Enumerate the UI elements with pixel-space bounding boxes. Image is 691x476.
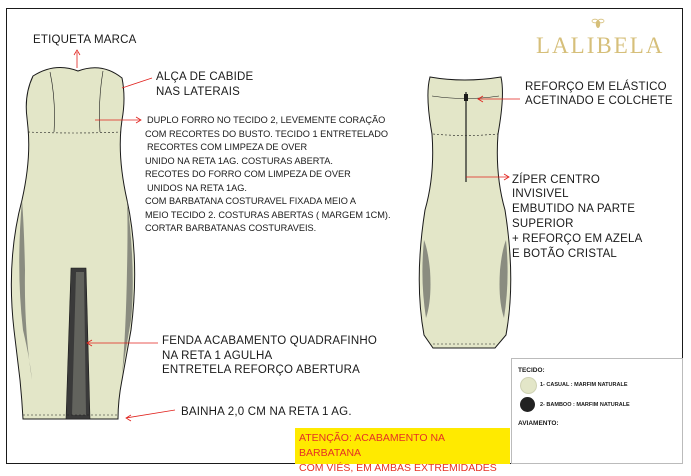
warning-line1: ATENÇÃO: ACABAMENTO NA BARBATANA — [299, 432, 445, 459]
fabric-swatch-bamboo — [520, 397, 535, 412]
note-line: COM BARBATANA COSTURAVEL FIXADA MEIO A — [145, 196, 357, 206]
note-line: COM RECORTES DO BUSTO. TECIDO 1 ENTRETELADO — [145, 128, 388, 139]
warning-line2: COM VIÉS, EM AMBAS EXTREMIDADES — [299, 462, 497, 474]
strap-annotation-line2: NAS LATERAIS — [156, 86, 240, 98]
note-line: DUPLO FORRO NO TECIDO 2, LEVEMENTE CORAÇÃO — [147, 115, 386, 125]
fabric-label-bamboo: 2- BAMBOO : MARFIM NATURALE — [540, 402, 630, 408]
zipper-annotation-line: E BOTÃO CRISTAL — [512, 248, 618, 260]
arrow-hem — [126, 410, 175, 418]
fabric-label-casual: 1- CASUAL : MARFIM NATURALE — [540, 382, 628, 388]
label-annotation: ETIQUETA MARCA — [33, 34, 137, 46]
strap-annotation-line1: ALÇA DE CABIDE — [156, 71, 254, 83]
elastic-annotation-line1: REFORÇO EM ELÁSTICO — [525, 81, 667, 93]
zipper-annotation-line: INVISIVEL — [512, 188, 569, 200]
fabric-legend — [511, 358, 683, 464]
note-line: UNIDOS NA RETA 1AG. — [147, 182, 247, 193]
note-line: RECOTES DO FORRO COM LIMPEZA DE OVER — [145, 169, 351, 179]
warning-box — [295, 428, 510, 474]
arrowhead-hem — [126, 415, 131, 421]
zipper-annotation-line: SUPERIOR — [512, 218, 574, 230]
elastic-annotation-line2: ACETINADO E COLCHETE — [525, 95, 673, 107]
back-dress-drawing — [419, 77, 511, 348]
zipper-annotation-line: EMBUTIDO NA PARTE — [512, 203, 636, 215]
zipper-annotation-line: ZÍPER CENTRO — [512, 174, 601, 186]
hem-annotation: BAINHA 2,0 CM NA RETA 1 AG. — [181, 406, 352, 418]
brand-name: LALIBELA — [536, 33, 665, 58]
slit-annotation-line1: FENDA ACABAMENTO QUADRAFINHO — [162, 335, 377, 347]
fabric-swatch-casual — [520, 377, 537, 394]
note-line: RECORTES COM LIMPEZA DE OVER — [147, 142, 308, 152]
slit-annotation-line2: NA RETA 1 AGULHA — [162, 350, 273, 362]
zipper-annotation-line: + REFORÇO EM AZELA — [512, 233, 643, 245]
slit-annotation-line3: ENTRETELA REFORÇO ABERTURA — [162, 364, 360, 376]
bee-icon — [591, 16, 605, 30]
note-line: UNIDO NA RETA 1AG. COSTURAS ABERTA. — [145, 155, 333, 166]
trim-label: AVIAMENTO: — [518, 420, 559, 427]
note-line: MEIO TECIDO 2. COSTURAS ABERTAS ( MARGEM 1CM). — [145, 209, 391, 220]
legend-title: TECIDO: — [518, 367, 545, 374]
note-line: CORTAR BARBATANAS COSTURAVEIS. — [145, 223, 317, 233]
arrow-strap — [122, 78, 152, 88]
